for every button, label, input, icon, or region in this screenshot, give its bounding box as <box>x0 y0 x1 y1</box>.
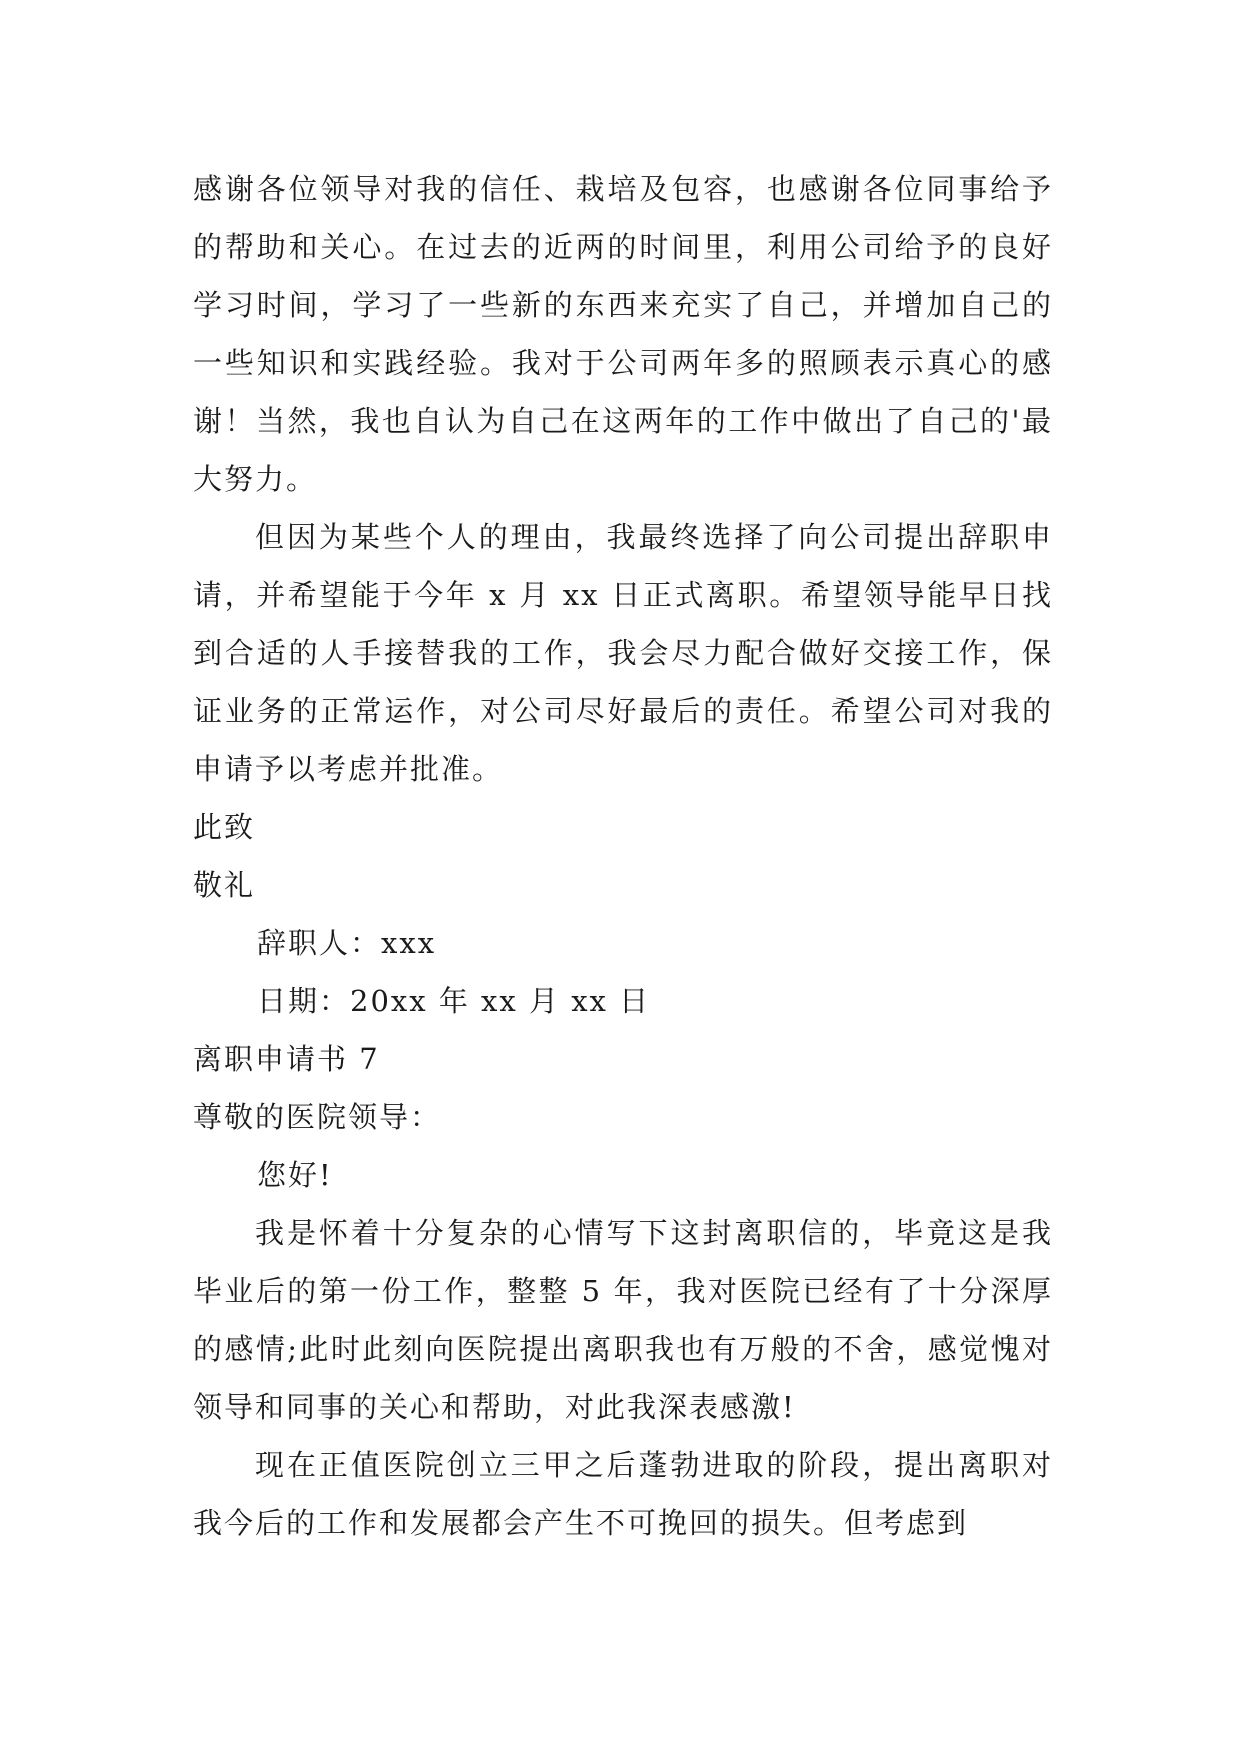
signature-date: 日期：20xx 年 xx 月 xx 日 <box>257 984 651 1018</box>
paragraph-gratitude: 感谢各位领导对我的信任、栽培及包容，也感谢各位同事给予的帮助和关心。在过去的近两的时间里，利用公司给予的良好学习时间，学习了一些新的东西来充实了自己，并增加自己的一些知识和实践经验。我对于公司两年多的照顾表示真心的感谢！当然，我也自认为自己在这两年的工作中做出了自己的'最大努力。 <box>193 172 1053 496</box>
paragraph-current-situation: 现在正值医院创立三甲之后蓬勃进取的阶段，提出离职对我今后的工作和发展都会产生不可挽回的损失。但考虑到 <box>193 1448 1053 1540</box>
closing-salutation: 此致 <box>193 810 256 844</box>
letter-salutation: 尊敬的医院领导： <box>193 1100 442 1134</box>
paragraph-resignation-reason: 但因为某些个人的理由，我最终选择了向公司提出辞职申请，并希望能于今年 x 月 xx 日正式离职。希望领导能早日找到合适的人手接替我的工作，我会尽力配合做好交接工作，保证业务的正常运作，对公司尽好最后的责任。希望公司对我的申请予以考虑并批准。 <box>193 520 1053 786</box>
document-body <box>193 160 1053 1552</box>
signature-name: 辞职人：xxx <box>257 926 437 960</box>
letter-greeting: 您好! <box>257 1158 333 1192</box>
section-heading: 离职申请书 7 <box>193 1042 380 1076</box>
paragraph-feelings: 我是怀着十分复杂的心情写下这封离职信的，毕竟这是我毕业后的第一份工作，整整 5 年，我对医院已经有了十分深厚的感情;此时此刻向医院提出离职我也有万般的不舍，感觉愧对领导和同事的关心和帮助，对此我深表感激! <box>193 1216 1053 1424</box>
closing-regards: 敬礼 <box>193 868 256 902</box>
